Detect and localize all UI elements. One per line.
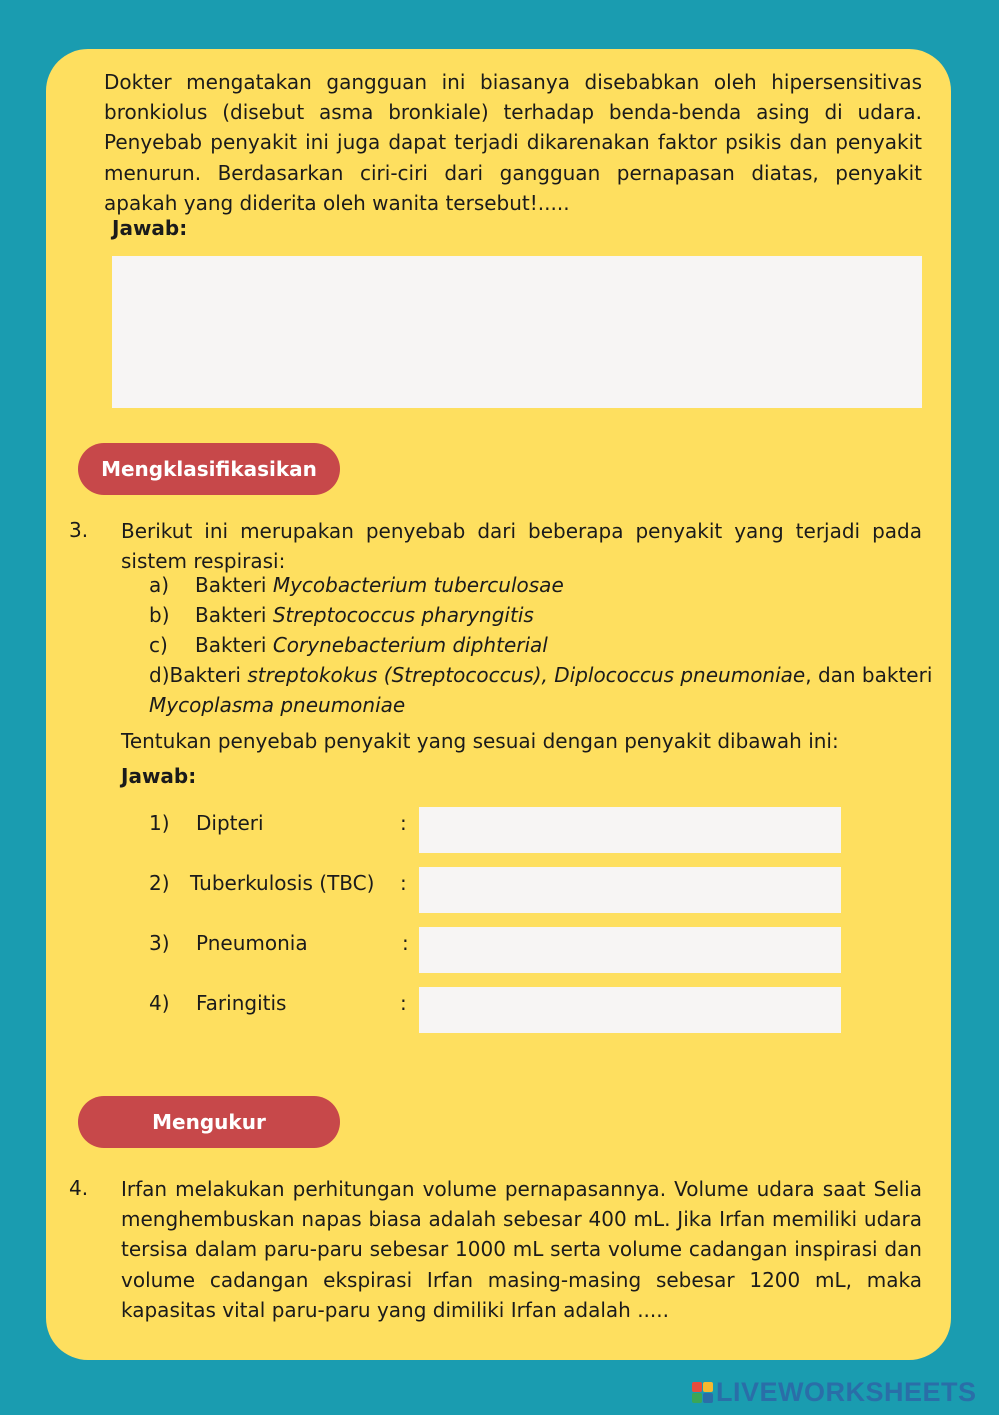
- row-number: 4): [149, 991, 170, 1015]
- section-measure-badge: Mengukur: [78, 1096, 340, 1148]
- row-number: 2): [149, 871, 170, 895]
- q3-option-d-continuation: [149, 690, 405, 720]
- q3-option-a: [149, 570, 564, 600]
- q2-answer-label: Jawab:: [112, 216, 188, 240]
- row-disease: Tuberkulosis (TBC): [190, 871, 375, 895]
- logo-mark-icon: [692, 1382, 713, 1403]
- option-species: Streptococcus pharyngitis: [272, 603, 534, 627]
- q3-row-4-input[interactable]: [419, 987, 841, 1033]
- q3-row-2-input[interactable]: [419, 867, 841, 913]
- logo-text: LIVEWORKSHEETS: [716, 1376, 977, 1407]
- option-suffix: , dan bakteri: [805, 663, 933, 687]
- option-prefix: Bakteri: [169, 663, 248, 687]
- q4-number: 4.: [69, 1176, 89, 1200]
- row-number: 3): [149, 931, 170, 955]
- q3-option-b: [149, 600, 534, 630]
- row-colon: :: [402, 931, 409, 955]
- q3-number: 3.: [69, 518, 89, 542]
- q3-option-c: [149, 630, 548, 660]
- row-number: 1): [149, 811, 170, 835]
- option-species: Mycobacterium tuberculosae: [272, 573, 564, 597]
- row-colon: :: [400, 871, 407, 895]
- section-classify-badge: Mengklasifikasikan: [78, 443, 340, 495]
- row-colon: :: [400, 991, 407, 1015]
- q3-answer-label: Jawab:: [121, 764, 197, 788]
- q3-text: Berikut ini merupakan penyebab dari beberapa penyakit yang terjadi pada sistem respirasi:: [121, 519, 922, 574]
- q3-row-4-label: [149, 991, 286, 1015]
- q3-row-1-input[interactable]: [419, 807, 841, 853]
- q2-text: Dokter mengatakan gangguan ini biasanya disebabkan oleh hipersensitivas bronkiolus (disebut asma bronkiale) terhadap benda-benda asing di udara. Penyebab penyakit ini juga dapat terjadi dikarenakan faktor psikis dan penyakit menurun. Berdasarkan ciri-ciri dari gangguan pernapasan diatas, penyakit apakah yang diderita oleh wanita tersebut!.....: [104, 70, 922, 215]
- q3-row-1-label: [149, 811, 264, 835]
- option-letter: b): [149, 603, 170, 627]
- q2-answer-input[interactable]: [112, 256, 922, 408]
- q3-option-d: [149, 660, 933, 690]
- option-prefix: Bakteri: [195, 573, 273, 597]
- option-species: streptokokus (Streptococcus), Diplococcus pneumoniae: [247, 663, 806, 687]
- row-disease: Pneumonia: [196, 931, 308, 955]
- liveworksheets-logo: [692, 1376, 977, 1408]
- option-prefix: Bakteri: [195, 603, 273, 627]
- option-letter: c): [149, 633, 168, 657]
- option-species: Corynebacterium diphterial: [272, 633, 548, 657]
- option-prefix: Bakteri: [195, 633, 273, 657]
- q3-instruction: Tentukan penyebab penyakit yang sesuai dengan penyakit dibawah ini:: [121, 729, 839, 753]
- q3-row-3-label: [149, 931, 308, 955]
- row-disease: Dipteri: [196, 811, 264, 835]
- option-letter: d): [149, 663, 170, 687]
- option-species-continuation: Mycoplasma pneumoniae: [149, 693, 406, 717]
- row-colon: :: [400, 811, 407, 835]
- q4-text: Irfan melakukan perhitungan volume pernapasannya. Volume udara saat Selia menghembuskan napas biasa adalah sebesar 400 mL. Jika Irfan memiliki udara tersisa dalam paru-paru sebesar 1000 mL serta volume cadangan inspirasi dan volume cadangan ekspirasi Irfan masing-masing sebesar 1200 mL, maka kapasitas vital paru-paru yang dimiliki Irfan adalah .....: [121, 1177, 922, 1322]
- row-disease: Faringitis: [196, 991, 287, 1015]
- q3-row-2-label: [149, 871, 374, 895]
- option-letter: a): [149, 573, 170, 597]
- q3-row-3-input[interactable]: [419, 927, 841, 973]
